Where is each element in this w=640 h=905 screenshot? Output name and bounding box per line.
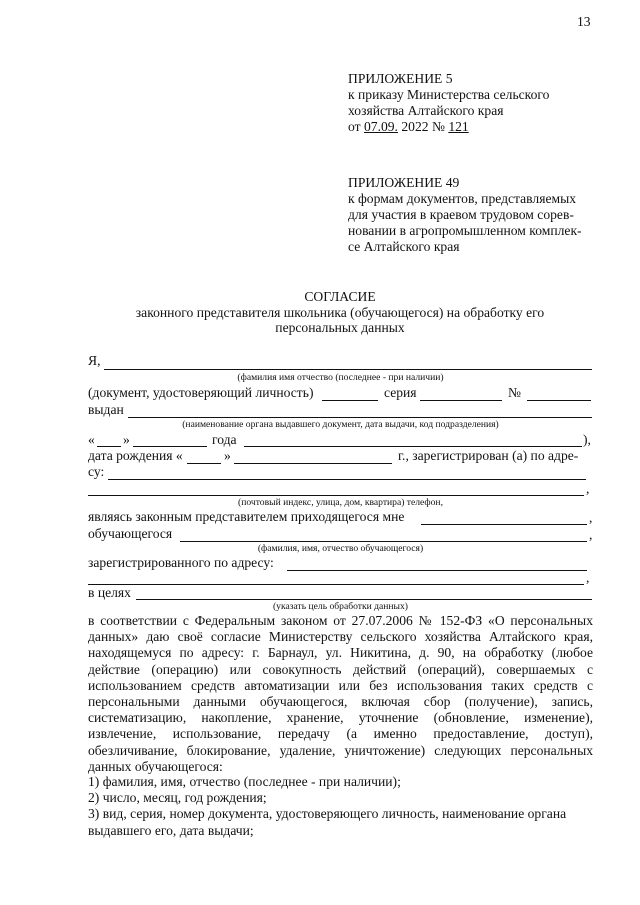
label-close-paren: ),: [583, 432, 591, 447]
list-item: 3) вид, серия, номер документа, удостоверяющего личность, наименование органа выдавшего его, дата выдачи;: [88, 806, 567, 838]
label-comma-student-address: ,: [586, 570, 590, 585]
label-quote-open: «: [88, 432, 95, 447]
label-comma-student: ,: [589, 527, 593, 542]
hint-address: (почтовый индекс, улица, дом, квартира) телефон,: [238, 497, 443, 508]
hint-student: (фамилия, имя, отчество обучающегося): [257, 543, 424, 554]
appendix-49-line4: се Алтайского края: [348, 239, 460, 254]
label-su: су:: [88, 464, 105, 479]
purpose-field[interactable]: [136, 599, 592, 600]
label-goda: года: [212, 432, 237, 447]
label-legal-rep: являясь законным представителем приходящегося мне: [88, 509, 405, 524]
label-registered: г., зарегистрирован (а) по адре-: [398, 448, 579, 463]
date-prefix: от: [348, 119, 364, 134]
hint-organ: (наименование органа выдавшего документ, дата выдачи, код подразделения): [182, 419, 499, 430]
label-vydan: выдан: [88, 402, 124, 417]
number-field[interactable]: [527, 400, 591, 401]
list-item: 1) фамилия, имя, отчество (последнее - при наличии);: [88, 774, 401, 789]
appendix-5-title: ПРИЛОЖЕНИЕ 5: [348, 71, 453, 86]
student-address-field-2[interactable]: [88, 584, 584, 585]
label-document: (документ, удостоверяющий личность): [88, 385, 314, 400]
issued-by-field[interactable]: [128, 417, 592, 418]
relation-field[interactable]: [421, 524, 587, 525]
label-student: обучающегося: [88, 526, 173, 541]
hint-purpose: (указать цель обработки данных): [272, 601, 408, 612]
order-date: 07.09.: [363, 119, 398, 134]
address-field-2[interactable]: [88, 495, 584, 496]
seria-field[interactable]: [420, 400, 502, 401]
appendix-5-line2: хозяйства Алтайского края: [348, 103, 504, 118]
appendix-49-title: ПРИЛОЖЕНИЕ 49: [348, 175, 460, 190]
label-ya: Я,: [88, 353, 101, 368]
consent-body-text: в соответствии с Федеральным законом от 27.07.2006 № 152-ФЗ «О персональных данных» даю своё согласие Министерству сельского хозяйства Алтайского края, находящемуся по адресу: г. Барнаул, ул. Никитина, д. 90, на обработку (любое действие (операцию) или совокупность действий (операций), совершаемых с использованием средств автоматизации или без использования таких средств с персональными данными обучающегося, включая сбор (получение), запись, систематизацию, накопление, хранение, уточнение (обновление, изменение), извлечение, использование, передачу (а именно предоставление, доступ), обезличивание, блокирование, удаление, уничтожение) следующих персональных данных обучающегося:: [88, 613, 593, 774]
document-title: СОГЛАСИЕ: [304, 289, 376, 304]
fio-field[interactable]: [104, 369, 592, 370]
document-subtitle-1: законного представителя школьника (обучающегося) на обработку его: [135, 305, 545, 320]
label-number: №: [508, 385, 521, 400]
list-item: 2) число, месяц, год рождения;: [88, 790, 267, 806]
dob-month-field[interactable]: [234, 463, 392, 464]
appendix-5-line1: к приказу Министерства сельского: [348, 87, 550, 102]
label-dob-close: »: [224, 448, 231, 463]
issue-month-field[interactable]: [133, 446, 207, 447]
issue-extra-field[interactable]: [244, 446, 582, 447]
page-number: 13: [577, 14, 591, 29]
student-name-field[interactable]: [180, 541, 587, 542]
label-quote-close: »: [123, 432, 130, 447]
appendix-5-date-line: [348, 119, 469, 135]
appendix-49-line2: для участия в краевом трудовом сорев-: [348, 207, 574, 222]
appendix-49-line3: новании в агропромышленном комплек-: [348, 223, 582, 238]
address-field-1[interactable]: [108, 479, 586, 480]
issue-day-field[interactable]: [97, 446, 121, 447]
order-number: 121: [448, 119, 469, 134]
label-seria: серия: [384, 385, 417, 400]
label-purpose: в целях: [88, 585, 131, 600]
label-comma-rep: ,: [589, 510, 593, 525]
dob-day-field[interactable]: [187, 463, 221, 464]
document-subtitle-2: персональных данных: [275, 320, 405, 335]
label-comma-address: ,: [586, 481, 590, 496]
document-field[interactable]: [322, 400, 378, 401]
label-reg-address: зарегистрированного по адресу:: [88, 555, 274, 570]
label-dob: дата рождения «: [88, 448, 183, 463]
student-address-field-1[interactable]: [287, 570, 587, 571]
order-year: 2022 №: [397, 119, 449, 134]
hint-fio: (фамилия имя отчество (последнее - при наличии): [237, 372, 444, 383]
personal-data-list: [88, 774, 593, 839]
appendix-49-line1: к формам документов, представляемых: [348, 191, 577, 206]
